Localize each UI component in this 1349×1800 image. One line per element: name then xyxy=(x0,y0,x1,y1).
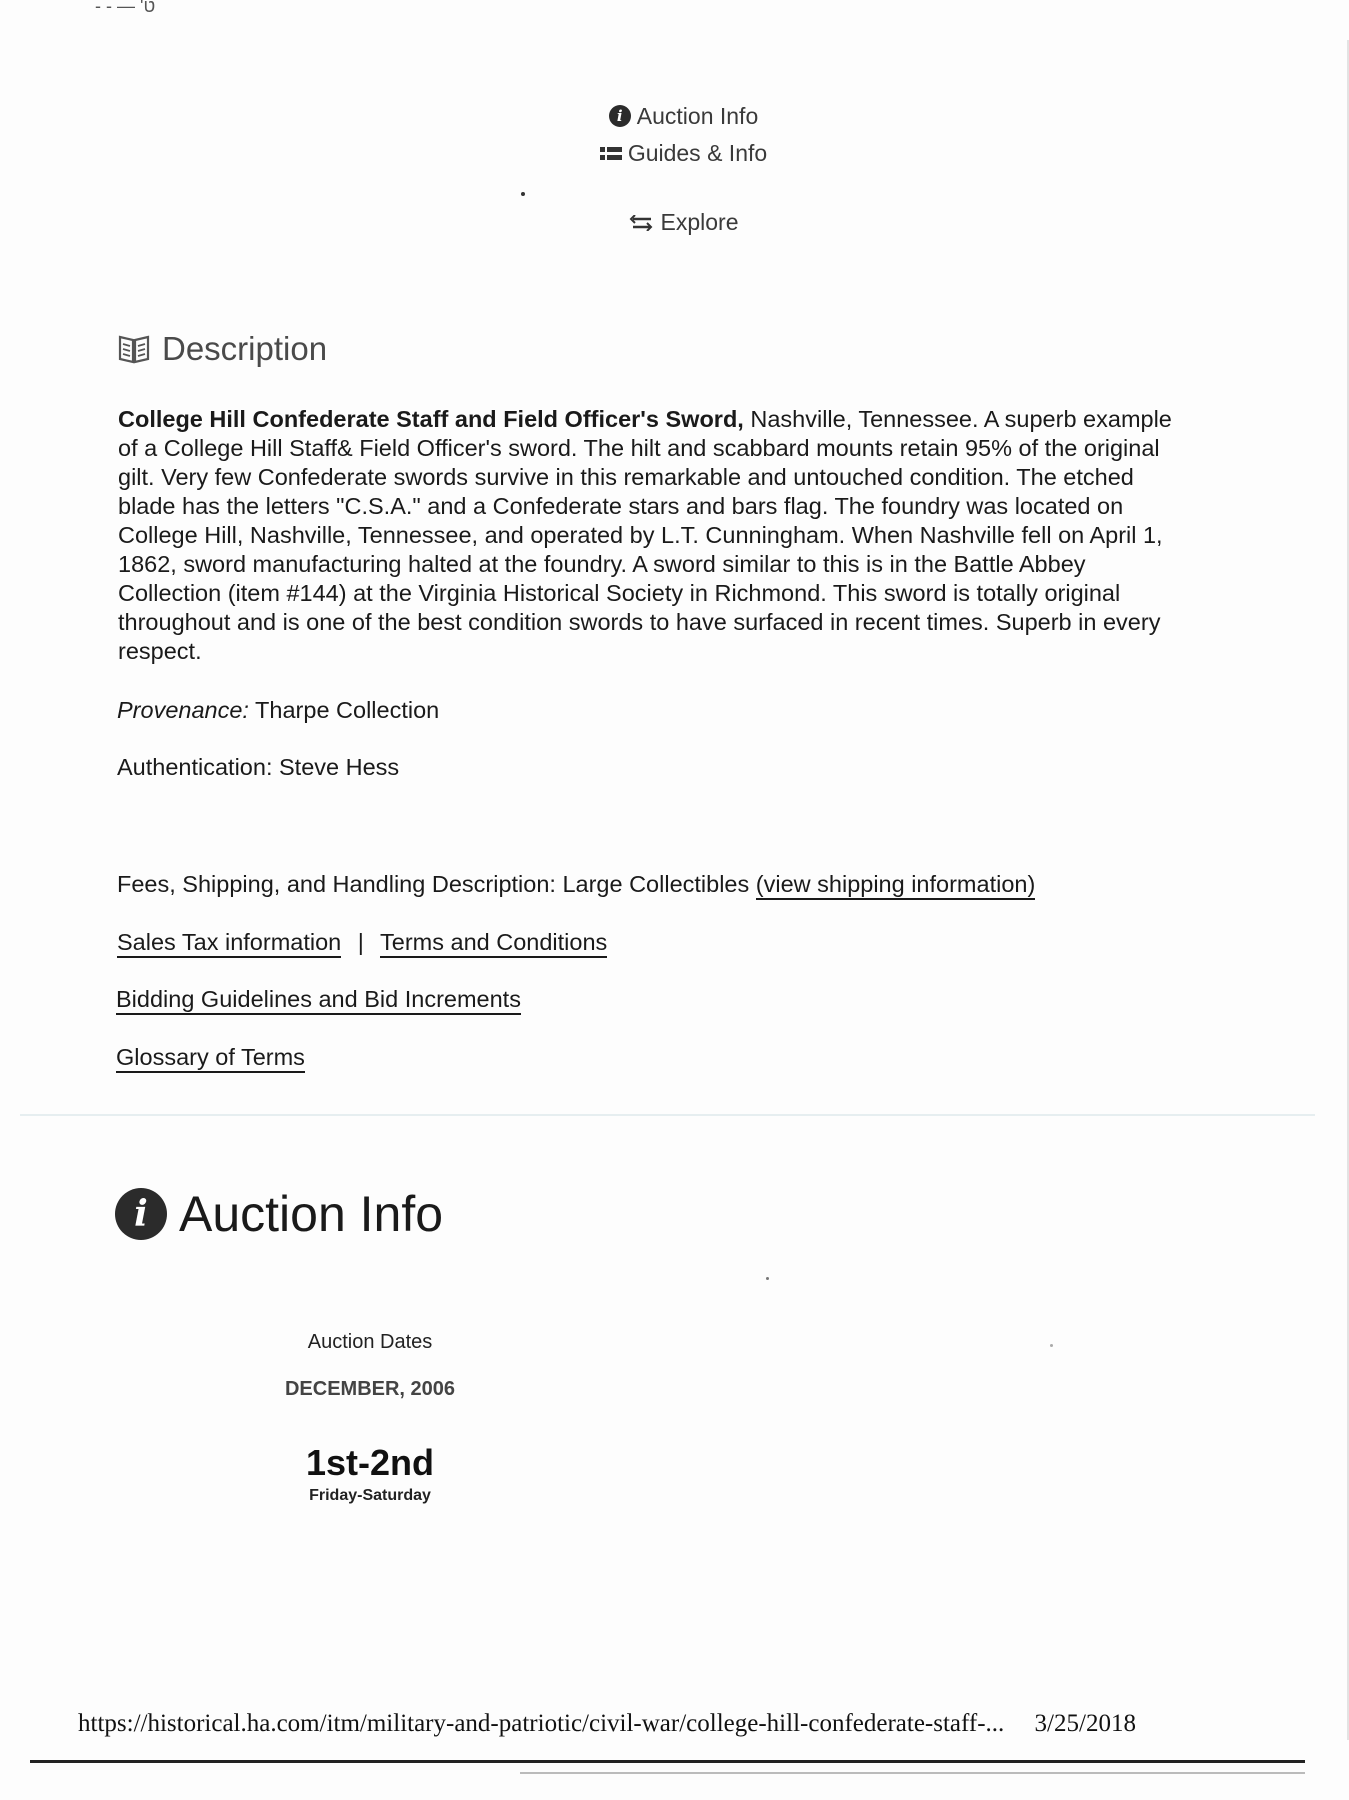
nav-auction-info[interactable] xyxy=(0,100,1349,130)
item-title: College Hill Confederate Staff and Field Officer's Sword, xyxy=(118,406,744,432)
provenance-value: Tharpe Collection xyxy=(248,697,440,723)
nav-explore[interactable] xyxy=(0,209,1349,237)
bottom-rule-secondary xyxy=(520,1772,1305,1774)
nav-auction-info-label: Auction Info xyxy=(636,102,759,129)
bidding-line xyxy=(116,986,521,1013)
auction-dates-label: Auction Dates xyxy=(307,1331,433,1353)
sales-tax-link[interactable]: Sales Tax information xyxy=(117,929,341,958)
nav-guides-info-label: Guides & Info xyxy=(627,140,768,166)
terms-link[interactable]: Terms and Conditions xyxy=(380,929,607,958)
description-text xyxy=(118,405,1178,666)
print-footer xyxy=(78,1710,1136,1738)
stray-dot xyxy=(521,192,525,196)
auction-weekdays: Friday-Saturday xyxy=(309,1487,431,1504)
open-book-icon xyxy=(118,334,150,364)
stray-dot xyxy=(1050,1344,1053,1347)
corner-scan-mark: - - — 'ט xyxy=(95,0,156,16)
nav-guides-info[interactable] xyxy=(0,140,1349,168)
item-description-body: Nashville, Tennessee. A superb example of a College Hill Staff& Field Officer's sword. The hilt and scabbard mounts retain 95% of the original gilt. Very few Confederate swords survive in this remarkable and untouched condition. The etched blade has the letters "C.S.A." and a Confederate stars and bars flag. The foundry was located on College Hill, Nashville, Tennessee, and operated by L.T. Cunningham. When Nashville fell on April 1, 1862, sword manufacturing halted at the foundry. A sword similar to this is in the Battle Abbey Collection (item #144) at the Virginia Historical Society in Richmond. This sword is totally original throughout and is one of the best condition swords to have surfaced in recent times. Superb in every respect. xyxy=(118,406,1172,664)
provenance-label: Provenance: xyxy=(117,697,249,723)
description-heading xyxy=(118,330,327,368)
provenance-line xyxy=(117,697,439,724)
info-icon: i xyxy=(609,105,631,127)
auction-info-heading-label: Auction Info xyxy=(179,1186,444,1242)
section-divider xyxy=(20,1114,1315,1116)
view-shipping-link[interactable]: (view shipping information) xyxy=(756,871,1036,900)
nav-explore-label: Explore xyxy=(660,209,739,235)
swap-arrows-icon xyxy=(629,215,655,231)
footer-date: 3/25/2018 xyxy=(1034,1710,1136,1737)
glossary-line xyxy=(116,1044,305,1071)
bidding-guidelines-link[interactable]: Bidding Guidelines and Bid Increments xyxy=(116,986,521,1015)
policy-links-line xyxy=(117,929,607,956)
auction-days: 1st-2nd xyxy=(305,1442,435,1483)
link-separator: | xyxy=(357,929,364,955)
authentication-line: Authentication: Steve Hess xyxy=(117,754,400,780)
fees-text: Fees, Shipping, and Handling Description: Large Collectibles xyxy=(117,871,756,897)
list-icon xyxy=(600,146,622,162)
info-icon: i xyxy=(115,1188,167,1240)
footer-url: https://historical.ha.com/itm/military-and-patriotic/civil-war/college-hill-confederate-staff-... xyxy=(78,1710,1005,1737)
auction-month: DECEMBER, 2006 xyxy=(284,1378,456,1400)
auction-info-heading xyxy=(115,1185,443,1243)
stray-dot xyxy=(766,1277,769,1280)
description-heading-label: Description xyxy=(162,330,328,367)
bottom-rule xyxy=(30,1760,1305,1763)
fees-line xyxy=(117,871,1035,898)
glossary-link[interactable]: Glossary of Terms xyxy=(116,1044,305,1073)
